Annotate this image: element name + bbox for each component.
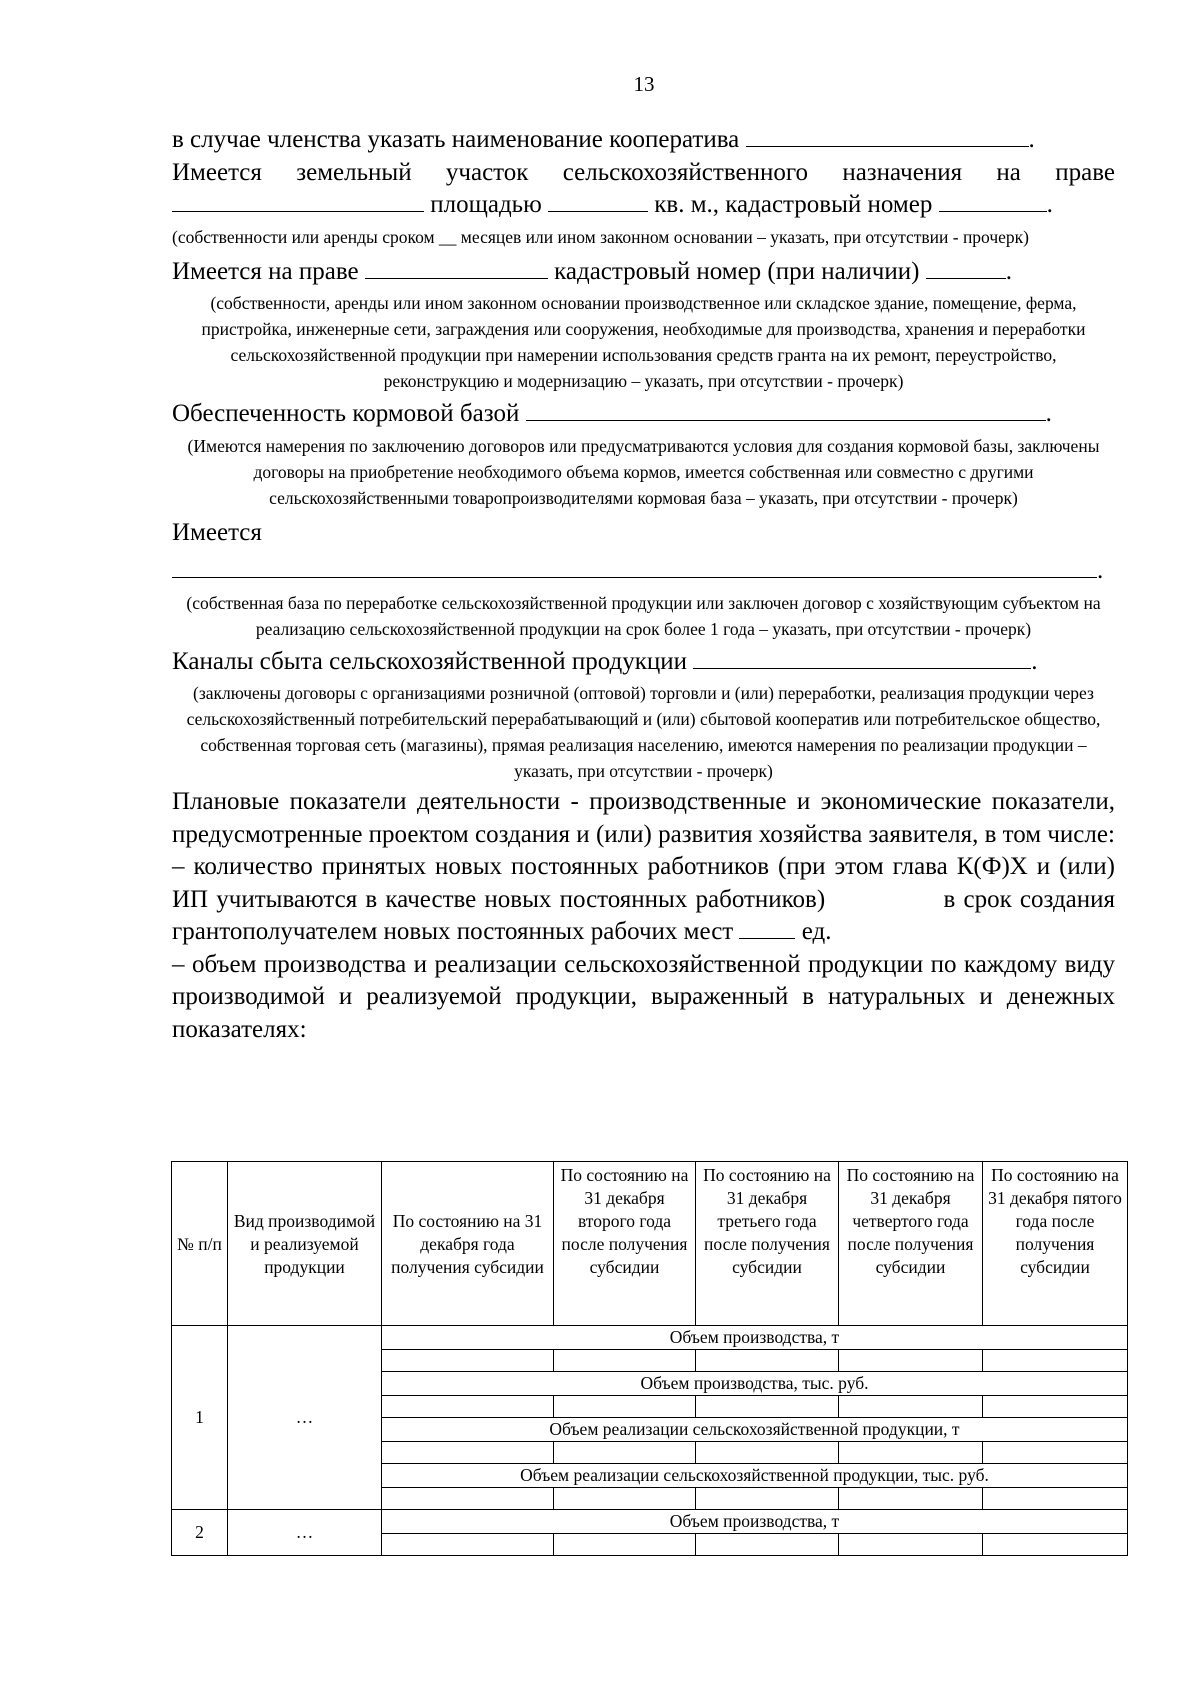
- table-cell[interactable]: [839, 1396, 983, 1418]
- header-year-3: По состоянию на 31 декабря третьего года после получения субсидии: [696, 1162, 839, 1326]
- table-cell[interactable]: [696, 1442, 839, 1464]
- table-cell[interactable]: [382, 1488, 554, 1510]
- section-label: Объем производства, тыс. руб.: [382, 1372, 1128, 1396]
- table-cell[interactable]: [839, 1534, 983, 1556]
- table-cell[interactable]: [839, 1488, 983, 1510]
- header-number: № п/п: [172, 1162, 228, 1326]
- header-product-type: Вид производимой и реализуемой продукции: [228, 1162, 382, 1326]
- table-cell[interactable]: [983, 1488, 1128, 1510]
- section-label: Объем производства, т: [382, 1510, 1128, 1534]
- right-type-field[interactable]: [365, 256, 548, 279]
- land-area-field[interactable]: [548, 189, 648, 212]
- table-cell[interactable]: [696, 1396, 839, 1418]
- has-note: (собственная база по переработке сельскохозяйственной продукции или заключен договор с хозяйствующим субъектом на реализацию сельскохозяйственной продукции на срок более 1 года – указать, при отсутствии - прочерк): [186, 592, 1101, 639]
- plan-paragraph: Плановые показатели деятельности - производственные и экономические показатели, предусмотренные проектом создания и (или) развития хозяйства заявителя, в том числе:: [172, 788, 1115, 848]
- workers-count-field[interactable]: [739, 916, 795, 939]
- feed-line: Обеспеченность кормовой базой .: [172, 400, 1052, 427]
- table-header-row: [172, 1162, 1128, 1326]
- land-right-field[interactable]: [172, 189, 424, 212]
- production-table: [171, 1161, 1128, 1556]
- header-year-5: По состоянию на 31 декабря пятого года после получения субсидии: [983, 1162, 1128, 1326]
- table-cell[interactable]: [839, 1442, 983, 1464]
- table-cell[interactable]: [554, 1488, 696, 1510]
- right-line: Имеется на праве кадастровый номер (при наличии) .: [172, 257, 1012, 285]
- header-year-2: По состоянию на 31 декабря второго года после получения субсидии: [554, 1162, 696, 1326]
- right-cadastral-field[interactable]: [926, 256, 1006, 279]
- table-cell[interactable]: [554, 1442, 696, 1464]
- section-label: Объем производства, т: [382, 1326, 1128, 1350]
- table-cell[interactable]: [983, 1396, 1128, 1418]
- feed-field[interactable]: [526, 398, 1046, 421]
- membership-label: в случае членства указать наименование кооператива: [172, 126, 740, 153]
- table-cell[interactable]: [554, 1350, 696, 1372]
- table-cell[interactable]: [382, 1534, 554, 1556]
- volume-paragraph: – объем производства и реализации сельскохозяйственной продукции по каждому виду производимой и реализуемой продукции, выраженный в натуральных и денежных показателях:: [172, 950, 1115, 1043]
- header-year-1: По состоянию на 31 декабря года получения субсидии: [382, 1162, 554, 1326]
- table-cell[interactable]: [696, 1534, 839, 1556]
- page-number: 13: [633, 72, 655, 96]
- land-line-2: площадью кв. м., кадастровый номер .: [172, 189, 1115, 222]
- row-product: …: [228, 1326, 382, 1510]
- land-line-1: Имеется земельный участок сельскохозяйственного назначения на праве: [172, 158, 1115, 186]
- header-year-4: По состоянию на 31 декабря четвертого года после получения субсидии: [839, 1162, 983, 1326]
- table-cell[interactable]: [554, 1396, 696, 1418]
- table-row: [172, 1510, 1128, 1534]
- has-label: Имеется: [172, 518, 262, 546]
- land-cadastral-field[interactable]: [939, 189, 1047, 212]
- row-number: 1: [172, 1326, 228, 1510]
- section-label: Объем реализации сельскохозяйственной продукции, тыс. руб.: [382, 1464, 1128, 1488]
- land-note: (собственности или аренды сроком __ месяцев или ином законном основании – указать, при отсутствии - прочерк): [172, 226, 1030, 247]
- table-cell[interactable]: [983, 1350, 1128, 1372]
- table-cell[interactable]: [696, 1350, 839, 1372]
- feed-note: (Имеются намерения по заключению договоров или предусматриваются условия для создания кормовой базы, заключены договоры на приобретение необходимого объема кормов, имеется собственная или совместно с другими сельскохозяйственными товаропроизводителями кормовая база – указать, при отсутствии - прочерк): [187, 435, 1100, 508]
- section-label: Объем реализации сельскохозяйственной продукции, т: [382, 1418, 1128, 1442]
- form-body: [172, 124, 1115, 1046]
- table-cell[interactable]: [983, 1534, 1128, 1556]
- table-cell[interactable]: [382, 1442, 554, 1464]
- table-cell[interactable]: [696, 1488, 839, 1510]
- channels-line: Каналы сбыта сельскохозяйственной продукции .: [172, 647, 1038, 675]
- row-number: 2: [172, 1510, 228, 1556]
- table-cell[interactable]: [382, 1396, 554, 1418]
- membership-line: в случае членства указать наименование кооператива .: [172, 126, 1035, 153]
- table-cell[interactable]: [554, 1534, 696, 1556]
- cooperative-name-field[interactable]: [746, 124, 1029, 147]
- table-cell[interactable]: [839, 1350, 983, 1372]
- workers-paragraph: – количество принятых новых постоянных работников (при этом глава К(Ф)Х и (или) ИП учитываются в качестве новых постоянных работников) в срок создания грантополучателем новых постоянных рабочих мест ед.: [172, 853, 1116, 945]
- right-note: (собственности, аренды или ином законном основании производственное или складское здание, помещение, ферма, пристройка, инженерные сети, заграждения или сооружения, необходимые для производства, хранения и переработки сельскохозяйственной продукции при намерении использования средств гранта на их ремонт, переустройство, реконструкцию и модернизацию – указать, при отсутствии - прочерк): [201, 293, 1086, 391]
- channels-field[interactable]: [693, 646, 1031, 669]
- table-cell[interactable]: [382, 1350, 554, 1372]
- table-cell[interactable]: [983, 1442, 1128, 1464]
- channels-note: (заключены договоры с организациями розничной (оптовой) торговли и (или) переработки, реализация продукции через сельскохозяйственный потребительский перерабатывающий и (или) сбытовой кооператив или потребительское общество, собственная торговая сеть (магазины), прямая реализация населению, имеются намерения по реализации продукции – указать, при отсутствии - прочерк): [186, 683, 1101, 781]
- table-row: [172, 1326, 1128, 1350]
- has-field[interactable]: [172, 549, 1097, 578]
- row-product: …: [228, 1510, 382, 1556]
- has-line: .: [172, 549, 1115, 588]
